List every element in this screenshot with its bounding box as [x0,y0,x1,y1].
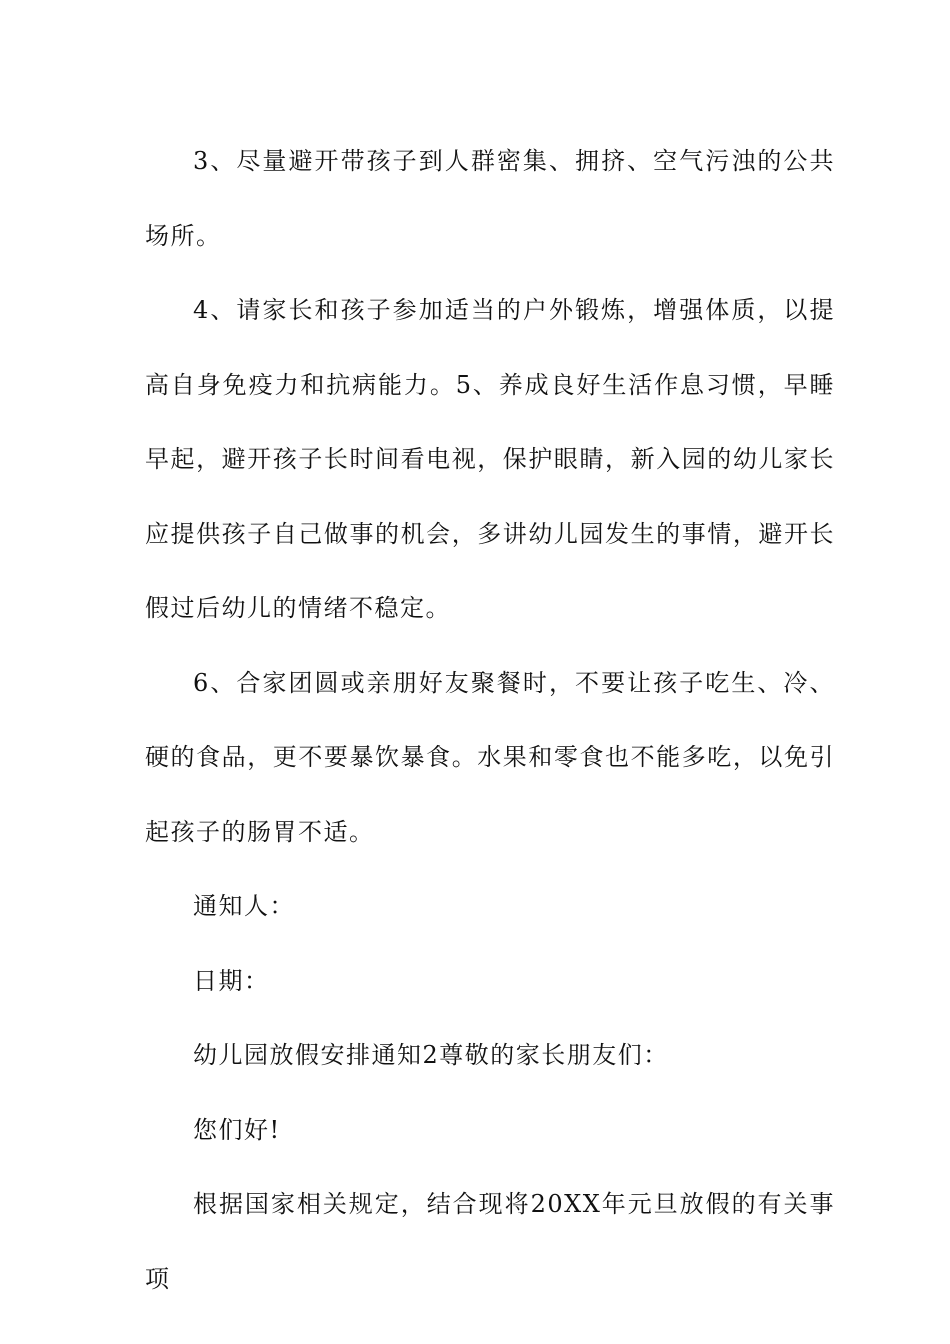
document-body [145,124,835,1316]
date-line: 日期： [193,966,270,995]
paragraph-item-4-5: 4、请家长和孩子参加适当的户外锻炼，增强体质，以提高自身免疫力和抗病能力。5、养成良好生活作息习惯，早睡早起，避开孩子长时间看电视，保护眼睛，新入园的幼儿家长应提供孩子自己做事的机会，多讲幼儿园发生的事情，避开长假过后幼儿的情绪不稳定。 [145,296,835,622]
paragraph-item-3: 3、尽量避开带孩子到人群密集、拥挤、空气污浊的公共场所。 [145,147,835,250]
paragraph-item-6: 6、合家团圆或亲朋好友聚餐时，不要让孩子吃生、冷、硬的食品，更不要暴饮暴食。水果和零食也不能多吃，以免引起孩子的肠胃不适。 [145,668,835,846]
notice-2-greeting: 幼儿园放假安排通知2尊敬的家长朋友们： [193,1041,669,1069]
salutation-line: 您们好! [193,1115,281,1144]
notifier-line: 通知人： [193,892,295,920]
notice-2-body: 根据国家相关规定，结合现将20XX年元旦放假的有关事项 [145,1190,835,1293]
